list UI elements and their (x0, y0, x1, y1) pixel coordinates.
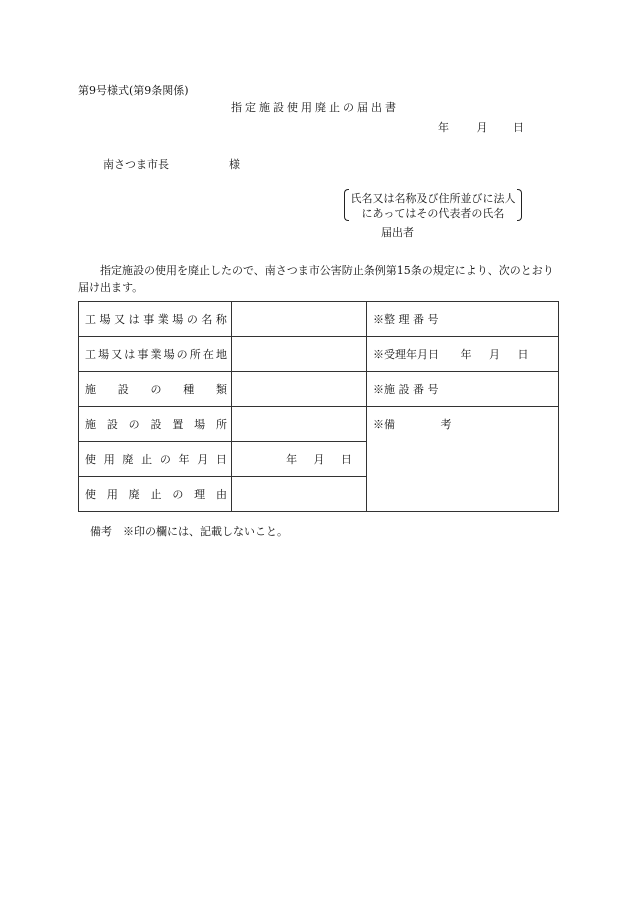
table-row (79, 407, 559, 442)
label-char: 設 (106, 418, 118, 431)
label-char: は (128, 313, 140, 326)
label-char: 場 (194, 418, 206, 431)
label-char: 廃 (122, 453, 134, 466)
right-bracket (517, 189, 522, 221)
received-label: ※受理年月日 (373, 348, 439, 361)
label-char: 所 (215, 418, 227, 431)
label-char: の (128, 418, 140, 431)
ref-number-cell: ※整 理 番 号 (367, 302, 559, 337)
label-char: の (176, 348, 188, 361)
label-char: 場 (99, 313, 111, 326)
abolition-day: 日 (340, 453, 352, 466)
body-text: 指定施設の使用を廃止したので、南さつま市公害防止条例第15条の規定により、次のとおり届け出ます。 (78, 264, 554, 294)
abolition-year: 年 (286, 453, 298, 466)
form-table (78, 301, 559, 512)
label-char: の (172, 488, 184, 501)
row-label-factory-name (79, 302, 232, 337)
label-char: 業 (150, 348, 162, 361)
addressee-name: 南さつま市長 (103, 158, 169, 171)
left-bracket (344, 189, 349, 221)
row-label-facility-type (79, 372, 232, 407)
label-char: の (150, 383, 162, 396)
abolition-reason-field[interactable] (232, 477, 367, 512)
label-char: 場 (172, 313, 184, 326)
label-char: 理 (194, 488, 206, 501)
row-label-factory-address (79, 337, 232, 372)
label-char: 置 (172, 418, 184, 431)
date-day: 日 (513, 121, 524, 134)
label-char: 年 (178, 453, 190, 466)
table-row (79, 302, 559, 337)
factory-address-field[interactable] (232, 337, 367, 372)
date-month: 月 (476, 121, 488, 134)
label-char: の (159, 453, 171, 466)
label-char: 月 (197, 453, 209, 466)
label-char: 類 (216, 383, 227, 396)
label-char: 用 (106, 488, 118, 501)
footnote: 備考 ※印の欄には、記載しないこと。 (90, 525, 288, 538)
document-title: 指定施設使用廃止の届出書 (231, 101, 399, 114)
label-char: 名 (201, 313, 213, 326)
label-char: 廃 (128, 488, 140, 501)
label-char: 用 (103, 453, 115, 466)
abolition-month: 月 (313, 453, 325, 466)
label-char: 場 (98, 348, 110, 361)
label-char: 種 (183, 383, 195, 396)
remarks-label-2: 考 (440, 418, 452, 431)
row-label-abolition-date (79, 442, 232, 477)
table-row (79, 372, 559, 407)
label-char: 施 (85, 418, 96, 431)
applicant-line-2: にあってはその代表者の氏名 (361, 207, 505, 220)
row-label-facility-location (79, 407, 232, 442)
label-char: 止 (141, 453, 153, 466)
label-char: 止 (150, 488, 162, 501)
remarks-cell (367, 407, 559, 512)
received-day: 日 (517, 348, 529, 361)
remarks-label: ※備 (373, 418, 395, 431)
label-char: の (186, 313, 198, 326)
label-char: 施 (85, 383, 96, 396)
label-char: 設 (117, 383, 129, 396)
label-char: 又 (111, 348, 123, 361)
abolition-date-field[interactable] (232, 442, 367, 477)
addressee (103, 156, 240, 172)
facility-type-field[interactable] (232, 372, 367, 407)
submitter-label: 届出者 (381, 226, 414, 239)
received-date-cell (367, 337, 559, 372)
date-year: 年 (438, 121, 449, 134)
label-char: 又 (114, 313, 126, 326)
label-char: 設 (150, 418, 162, 431)
form-number: 第9号様式(第9条関係) (78, 84, 189, 97)
applicant-line-1: 氏名又は名称及び住所並びに法人 (350, 192, 516, 205)
label-char: 使 (85, 488, 96, 501)
received-month: 月 (489, 348, 500, 361)
row-label-abolition-reason (79, 477, 232, 512)
label-char: 由 (215, 488, 227, 501)
addressee-honorific: 様 (229, 158, 240, 171)
label-char: 地 (215, 348, 227, 361)
submission-date (438, 119, 524, 135)
factory-name-field[interactable] (232, 302, 367, 337)
label-char: 事 (143, 313, 155, 326)
label-char: 在 (202, 348, 214, 361)
facility-location-field[interactable] (232, 407, 367, 442)
facility-number-cell: ※施 設 番 号 (367, 372, 559, 407)
applicant-name-box (344, 189, 522, 219)
received-year: 年 (460, 348, 472, 361)
label-char: 事 (137, 348, 149, 361)
label-char: 使 (85, 453, 96, 466)
label-char: 称 (215, 313, 227, 326)
label-char: 所 (189, 348, 201, 361)
table-row (79, 337, 559, 372)
label-char: 業 (157, 313, 169, 326)
label-char: は (124, 348, 136, 361)
label-char: 場 (163, 348, 175, 361)
label-char: 工 (85, 313, 96, 326)
label-char: 工 (85, 348, 96, 361)
label-char: 日 (215, 453, 227, 466)
